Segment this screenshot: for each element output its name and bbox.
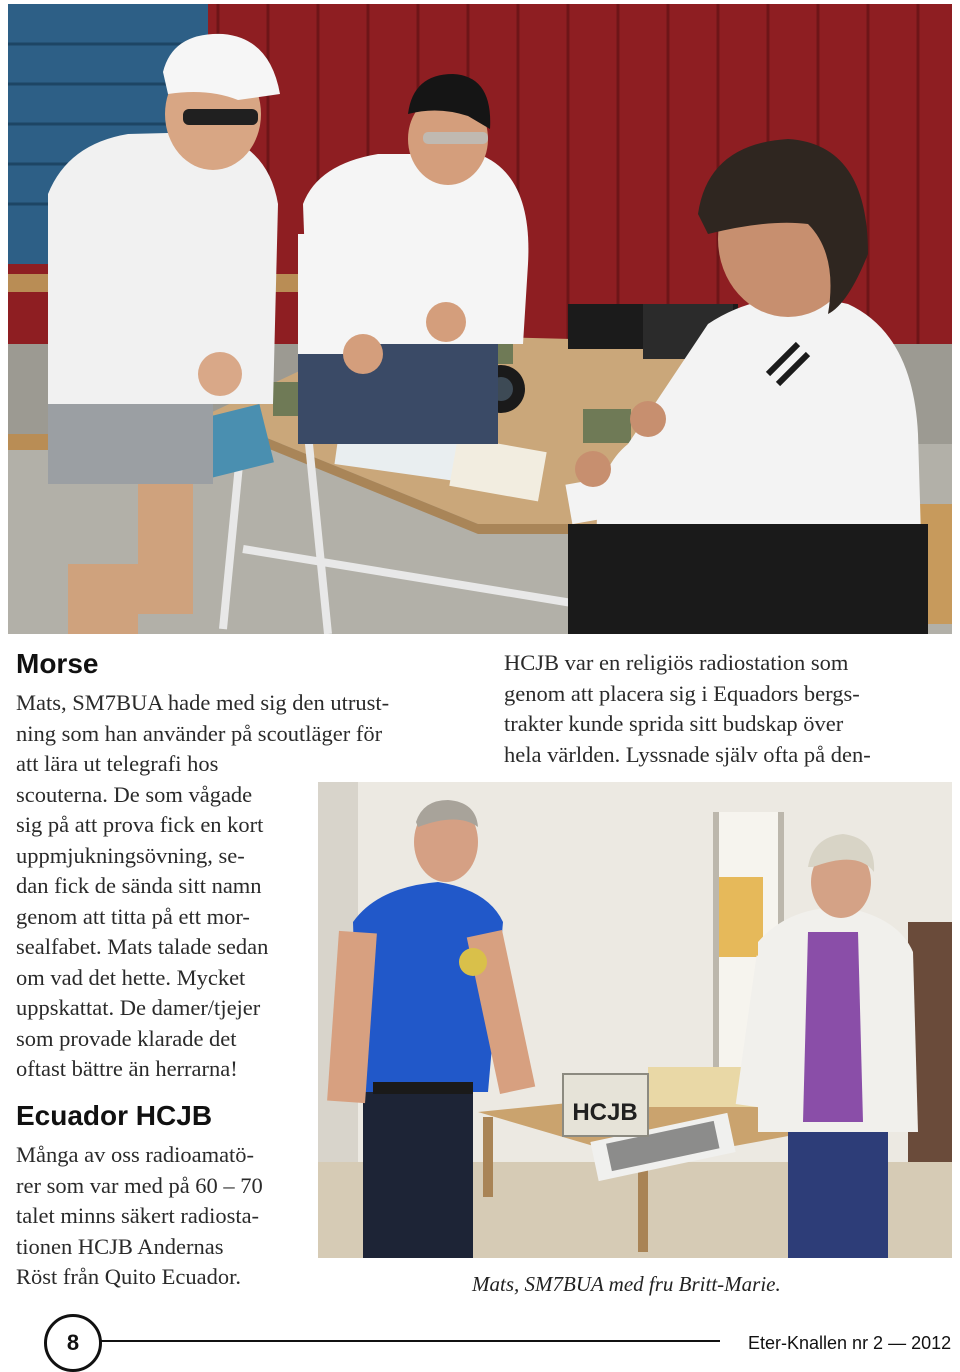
text-line: genom att titta på ett mor- xyxy=(16,903,250,929)
heading-morse: Morse xyxy=(16,648,99,679)
text-line: HCJB var en religiös radiostation som xyxy=(504,650,849,675)
text-line: sealfabet. Mats talade sedan xyxy=(16,934,269,959)
text-line: genom att placera sig i Equadors bergs- xyxy=(504,680,860,706)
text-line: hela världen. Lyssnade själv ofta på den- xyxy=(504,741,871,767)
text-line: rer som var med på 60 – 70 xyxy=(16,1172,263,1198)
ecuador-continued-paragraph xyxy=(504,648,871,770)
text-line: oftast bättre än herrarna! xyxy=(16,1056,238,1081)
text-line: Mats, SM7BUA hade med sig den utrust- xyxy=(16,690,390,715)
text-line: Röst från Quito Ecuador. xyxy=(16,1264,241,1289)
text-line: att lära ut telegrafi hos xyxy=(16,751,219,776)
footer-rule xyxy=(98,1340,720,1342)
ecuador-paragraph xyxy=(16,1140,263,1293)
page-number: 8 xyxy=(66,1330,80,1355)
photo-morse-table xyxy=(8,4,952,634)
text-line: dan fick de sända sitt namn xyxy=(16,873,262,898)
text-line: talet minns säkert radiosta- xyxy=(16,1203,260,1228)
text-line: trakter kunde sprida sitt budskap över xyxy=(504,711,844,736)
hcjb-sign-text: HCJB xyxy=(572,1099,638,1126)
text-line: ning som han använder på scoutläger för xyxy=(16,720,383,746)
page-number-badge xyxy=(44,1314,102,1372)
text-line: som provade klarade det xyxy=(16,1025,237,1051)
text-line: tionen HCJB Andernas xyxy=(16,1233,224,1259)
text-line: uppskattat. De damer/tjejer xyxy=(16,995,261,1020)
text-line: Många av oss radioamatö- xyxy=(16,1142,255,1167)
text-line: uppmjukningsövning, se- xyxy=(16,842,245,868)
text-line: sig på att prova fick en kort xyxy=(16,812,264,837)
heading-ecuador-hcjb: Ecuador HCJB xyxy=(16,1100,213,1131)
text-line: scouterna. De som vågade xyxy=(16,781,253,807)
text-line: om vad det hette. Mycket xyxy=(16,964,246,990)
photo-mats-britt-marie xyxy=(318,782,952,1258)
photo-caption: Mats, SM7BUA med fru Britt-Marie. xyxy=(472,1272,781,1296)
footer-publication: Eter-Knallen nr 2 — 2012 xyxy=(748,1333,952,1353)
